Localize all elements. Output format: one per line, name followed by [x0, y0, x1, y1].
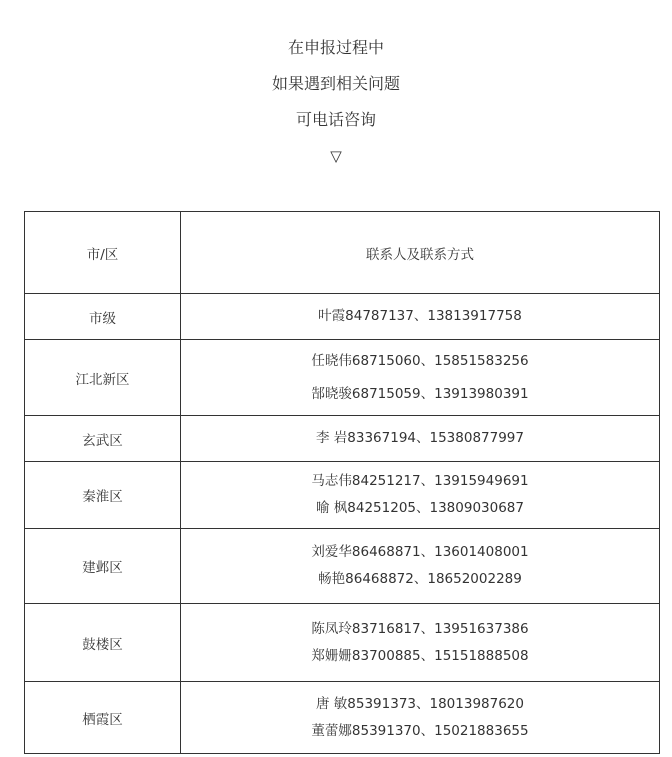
- contact-entry: 任晓伟68715060、15851583256: [311, 352, 529, 369]
- district-cell: 栖霞区: [25, 682, 181, 754]
- district-cell: 建邺区: [25, 529, 181, 604]
- table-header-row: [25, 212, 660, 294]
- contact-entry: 叶霞84787137、13813917758: [318, 308, 522, 324]
- contact-table: [24, 211, 660, 754]
- table-row: [25, 416, 660, 462]
- intro-line-2: 如果遇到相关问题: [271, 74, 400, 93]
- table-row: [25, 604, 660, 682]
- contact-cell: [181, 682, 660, 754]
- district-cell: 玄武区: [25, 416, 181, 462]
- intro-line-1: 在申报过程中: [287, 38, 384, 57]
- table-row: [25, 340, 660, 416]
- contact-cell: [181, 529, 660, 604]
- contact-entry: 喻 枫84251205、13809030687: [316, 500, 524, 516]
- contact-entry: 郑姗姗83700885、15151888508: [311, 647, 529, 664]
- header-contact: 联系人及联系方式: [181, 212, 660, 294]
- table-row: [25, 529, 660, 604]
- contact-cell: [181, 294, 660, 340]
- table-row: [25, 294, 660, 340]
- contact-entry: 董蕾娜85391370、15021883655: [311, 722, 529, 739]
- contact-cell: [181, 340, 660, 416]
- down-triangle-icon: ▽: [330, 147, 342, 165]
- district-cell: 鼓楼区: [25, 604, 181, 682]
- contact-entry: 李 岩83367194、15380877997: [316, 430, 524, 446]
- contact-cell: [181, 416, 660, 462]
- contact-entry: 唐 敏85391373、18013987620: [316, 695, 524, 712]
- intro-line-3: 可电话咨询: [295, 110, 376, 129]
- contact-entry: 陈凤玲83716817、13951637386: [311, 620, 529, 637]
- contact-entry: 畅艳86468872、18652002289: [318, 571, 522, 587]
- district-cell: 江北新区: [25, 340, 181, 416]
- contact-cell: [181, 604, 660, 682]
- header-district: 市/区: [25, 212, 181, 294]
- table-row: [25, 462, 660, 529]
- contact-entry: 刘爱华86468871、13601408001: [311, 544, 529, 560]
- contact-cell: [181, 462, 660, 529]
- contact-entry: 马志伟84251217、13915949691: [311, 473, 529, 489]
- table-row: [25, 682, 660, 754]
- district-cell: 秦淮区: [25, 462, 181, 529]
- contact-entry: 郜晓骏68715059、13913980391: [311, 385, 529, 402]
- district-cell: 市级: [25, 294, 181, 340]
